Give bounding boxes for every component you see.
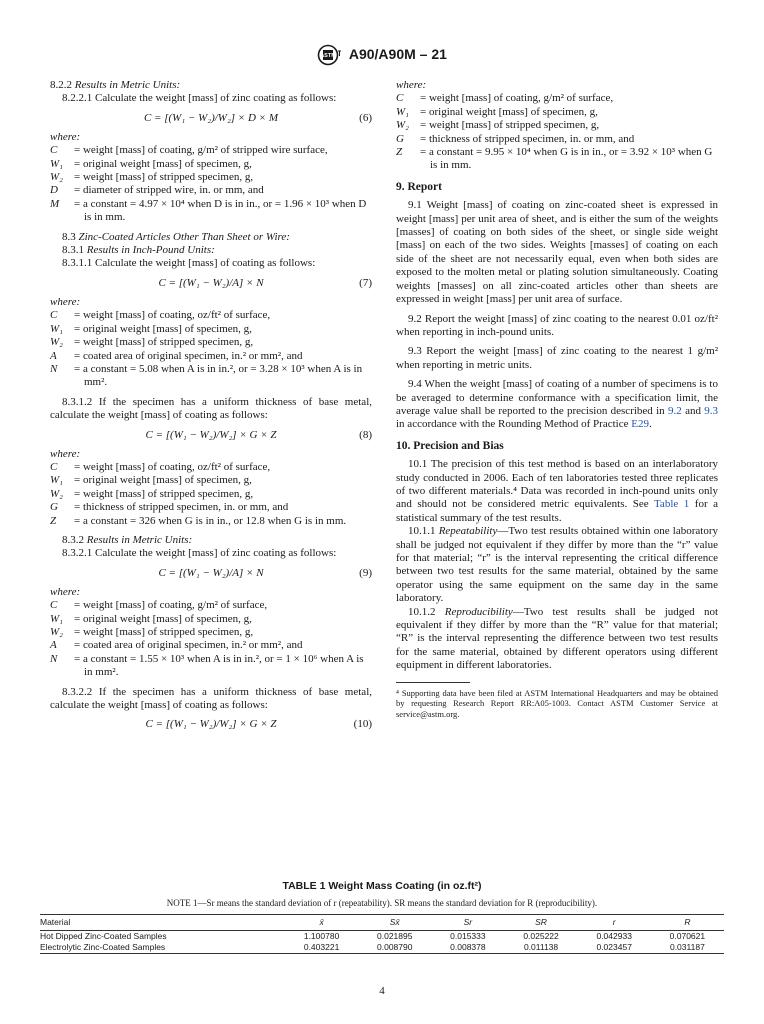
para-8-3-1-2: 8.3.1.2 If the specimen has a uniform thickness of base metal, calculate the weight [mass] of coating as follows: bbox=[50, 395, 372, 422]
table-cell: 0.025222 bbox=[523, 931, 559, 942]
definition: W₁ = original weight [mass] of specimen, g, bbox=[50, 612, 252, 625]
link-9-2[interactable]: 9.2 bbox=[668, 404, 682, 417]
table-header-row bbox=[40, 914, 724, 930]
table-cell: 1.100780 bbox=[303, 931, 340, 942]
equation-8: C = [(W₁ − W₂)/W₂] × G × Z (8) bbox=[145, 428, 372, 441]
definition: D = diameter of stripped wire, in. or mm, and bbox=[50, 184, 264, 197]
footnote-rule bbox=[396, 682, 470, 683]
equation-10: C = [(W₁ − W₂)/W₂] × G × Z (10) bbox=[145, 718, 372, 731]
link-e29[interactable]: E29 bbox=[631, 418, 649, 431]
definition: C = weight [mass] of coating, g/m² of surface, bbox=[396, 92, 614, 105]
link-table-1[interactable]: Table 1 bbox=[653, 498, 690, 511]
definition: C = weight [mass] of coating, g/m² of surface, bbox=[50, 599, 268, 612]
table-cell: Hot Dipped Zinc-Coated Samples bbox=[40, 931, 167, 942]
section-10-heading: 10. Precision and Bias bbox=[396, 439, 504, 452]
table-cell: 0.031187 bbox=[651, 942, 724, 954]
col-header: r bbox=[578, 914, 651, 930]
para-8-3-1-1: 8.3.1.1 Calculate the weight [mass] of coating as follows: bbox=[62, 257, 316, 270]
designation: A90/A90M – 21 bbox=[348, 46, 447, 63]
footnote-4: ⁴ Supporting data have been filed at ASTM International Headquarters and may be obtained by requesting Research Report RR:A05-1003. Contact ASTM Customer Service at service@astm.org. bbox=[396, 687, 718, 719]
col-header: x̄ bbox=[285, 914, 358, 930]
left-column bbox=[50, 78, 372, 737]
data-table bbox=[40, 914, 724, 954]
equation-6: C = [(W₁ − W₂)/W₂] × D × M (6) bbox=[143, 111, 372, 124]
where-label: where: bbox=[50, 295, 81, 308]
table-cell: 0.008378 bbox=[431, 942, 504, 954]
table-cell: 0.015333 bbox=[450, 931, 486, 942]
definition: W₂ = weight [mass] of stripped specimen, g, bbox=[50, 487, 254, 500]
table-cell: 0.021895 bbox=[377, 931, 413, 942]
para-9-1: 9.1 Weight [mass] of coating on zinc-coated sheet is expressed in weight [mass] per unit area of sheet, and is either the sum of the weights [masses] of coating on both sides of the sheet, or single side weight [mass] on each of the two sides. Weights [masses] of coating on each side of the sheet are not necessarily equal, even when both sides are exposed to the molten metal or plating solution simultaneously. Coating weights [masses] on all zinc-coated articles other than sheets are expressed in weight [mass] per unit area of surface. bbox=[396, 199, 718, 306]
definition: A = coated area of original specimen, in.² or mm², and bbox=[50, 639, 303, 652]
table-1 bbox=[40, 880, 724, 954]
where-label: where: bbox=[50, 130, 81, 143]
definition: M = a constant = 4.97 × 10⁴ when D is in in., or = 1.96 × 10³ when D is in mm. bbox=[50, 197, 367, 224]
definition: W₁ = original weight [mass] of specimen, g, bbox=[50, 322, 252, 335]
table-caption: TABLE 1 Weight Mass Coating (in oz.ft²) bbox=[282, 880, 482, 892]
col-header: SR bbox=[504, 914, 577, 930]
para-8-3-2-1: 8.3.2.1 Calculate the weight [mass] of zinc coating as follows: bbox=[62, 547, 337, 560]
section-9-heading: 9. Report bbox=[396, 180, 442, 193]
definition: Z = a constant = 326 when G is in in., or 12.8 when G is in mm. bbox=[50, 514, 347, 527]
section-8-3: 8.3 Zinc-Coated Articles Other Than Sheet or Wire: bbox=[62, 230, 290, 243]
table-note: NOTE 1—Sr means the standard deviation of r (repeatability). SR means the standard deviation for R (reproducibility). bbox=[166, 898, 598, 909]
equation-7: C = [(W₁ − W₂)/A] × N (7) bbox=[158, 276, 372, 289]
para-10-1: 10.1 The precision of this test method is based on an interlaboratory study conducted in 2006. Each of ten laboratories tested three replicates of two different materials.⁴ Data was recorded in inch-pound units only and should not be considered metric equivalents. See Table 1 for a statistical summary of the test results. bbox=[396, 458, 718, 524]
defs-eq10 bbox=[396, 92, 718, 172]
col-header: Sx̄ bbox=[358, 914, 431, 930]
definition: A = coated area of original specimen, in.² or mm², and bbox=[50, 349, 303, 362]
definition: N = a constant = 5.08 when A is in in.², or = 3.28 × 10³ when A is in mm². bbox=[50, 362, 363, 389]
table-cell: Electrolytic Zinc-Coated Samples bbox=[40, 942, 285, 954]
where-label: where: bbox=[50, 585, 81, 598]
para-9-4: 9.4 When the weight [mass] of coating of a number of specimens is to be averaged to determine conformance with a specification limit, the average value shall be reported to the precision described in 9.2 and 9.3 in accordance with the Rounding Method of Practice E29. bbox=[396, 378, 719, 431]
where-label: where: bbox=[396, 79, 427, 91]
definition: C = weight [mass] of coating, oz/ft² of surface, bbox=[50, 309, 271, 322]
definition: W₁ = original weight [mass] of specimen, g, bbox=[50, 474, 252, 487]
defs-eq9 bbox=[50, 599, 372, 679]
para-9-3: 9.3 Report the weight [mass] of zinc coating to the nearest 1 g/m² when reporting in metric units. bbox=[396, 345, 718, 371]
para-8-2-2-1: 8.2.2.1 Calculate the weight [mass] of zinc coating as follows: bbox=[62, 92, 337, 105]
para-8-3-2-2: 8.3.2.2 If the specimen has a uniform thickness of base metal, calculate the weight [mass] of coating as follows: bbox=[50, 685, 372, 712]
table-row bbox=[40, 942, 724, 954]
defs-eq7 bbox=[50, 309, 372, 389]
para-9-2: 9.2 Report the weight [mass] of zinc coating to the nearest 0.01 oz/ft² when reporting in inch-pound units. bbox=[396, 312, 718, 338]
section-8-3-1: 8.3.1 Results in Inch-Pound Units: bbox=[62, 244, 215, 257]
para-10-1-1: 10.1.1 Repeatability—Two test results obtained within one laboratory shall be judged not equivalent if they differ by more than the “r” value for that material; “r” is the interval representing the critical difference between two test results for the same material, obtained by the same operator using the same equipment on the same day in the same laboratory. bbox=[396, 525, 719, 605]
definition: C = weight [mass] of coating, oz/ft² of surface, bbox=[50, 460, 271, 473]
table-cell: 0.403221 bbox=[285, 942, 358, 954]
para-10-1-2: 10.1.2 Reproducibility—Two test results shall be judged not equivalent if they differ by more than the “R” value for that material; “R” is the interval representing the difference between two test results for the same material, obtained by different operators using different equipment in different laboratories. bbox=[396, 605, 719, 672]
col-header: R bbox=[651, 914, 724, 930]
section-8-2-2: 8.2.2 Results in Metric Units: bbox=[50, 79, 181, 91]
definition: C = weight [mass] of coating, g/m² of stripped wire surface, bbox=[50, 144, 328, 157]
table-cell: 0.042933 bbox=[596, 931, 632, 942]
where-label: where: bbox=[50, 447, 81, 460]
svg-text:ASTM: ASTM bbox=[320, 53, 336, 60]
astm-logo-icon bbox=[317, 44, 343, 66]
definition: N = a constant = 1.55 × 10³ when A is in in.², or = 1 × 10⁶ when A is in mm². bbox=[50, 652, 364, 679]
table-cell: 0.011138 bbox=[504, 942, 577, 954]
definition: Z = a constant = 9.95 × 10⁴ when G is in in., or = 3.92 × 10³ when G is in mm. bbox=[396, 146, 713, 172]
col-header: Sr bbox=[431, 914, 504, 930]
definition: W₁ = original weight [mass] of specimen, g, bbox=[50, 157, 252, 170]
definition: W₂ = weight [mass] of stripped specimen, g, bbox=[50, 626, 254, 638]
table-cell: 0.023457 bbox=[578, 942, 651, 954]
definition: W₂ = weight [mass] of stripped specimen, g, bbox=[50, 171, 254, 184]
definition: W₂ = weight [mass] of stripped specimen, g, bbox=[396, 119, 600, 132]
link-9-3[interactable]: 9.3 bbox=[704, 404, 719, 417]
equation-9: C = [(W₁ − W₂)/A] × N (9) bbox=[158, 566, 372, 579]
col-header: Material bbox=[40, 914, 285, 930]
defs-eq8 bbox=[50, 461, 372, 528]
definition: W₁ = original weight [mass] of specimen, g, bbox=[396, 105, 598, 118]
table-cell: 0.008790 bbox=[358, 942, 431, 954]
section-8-3-2: 8.3.2 Results in Metric Units: bbox=[62, 533, 193, 546]
definition: G = thickness of stripped specimen, in. or mm, and bbox=[50, 501, 289, 514]
page-header bbox=[0, 44, 764, 66]
right-column bbox=[396, 78, 718, 719]
table-cell: 0.070621 bbox=[669, 931, 706, 942]
page-number: 4 bbox=[379, 985, 385, 997]
table-row bbox=[40, 931, 724, 943]
definition: W₂ = weight [mass] of stripped specimen, g, bbox=[50, 336, 254, 349]
definition: G = thickness of stripped specimen, in. or mm, and bbox=[396, 132, 635, 145]
defs-eq6 bbox=[50, 144, 372, 224]
